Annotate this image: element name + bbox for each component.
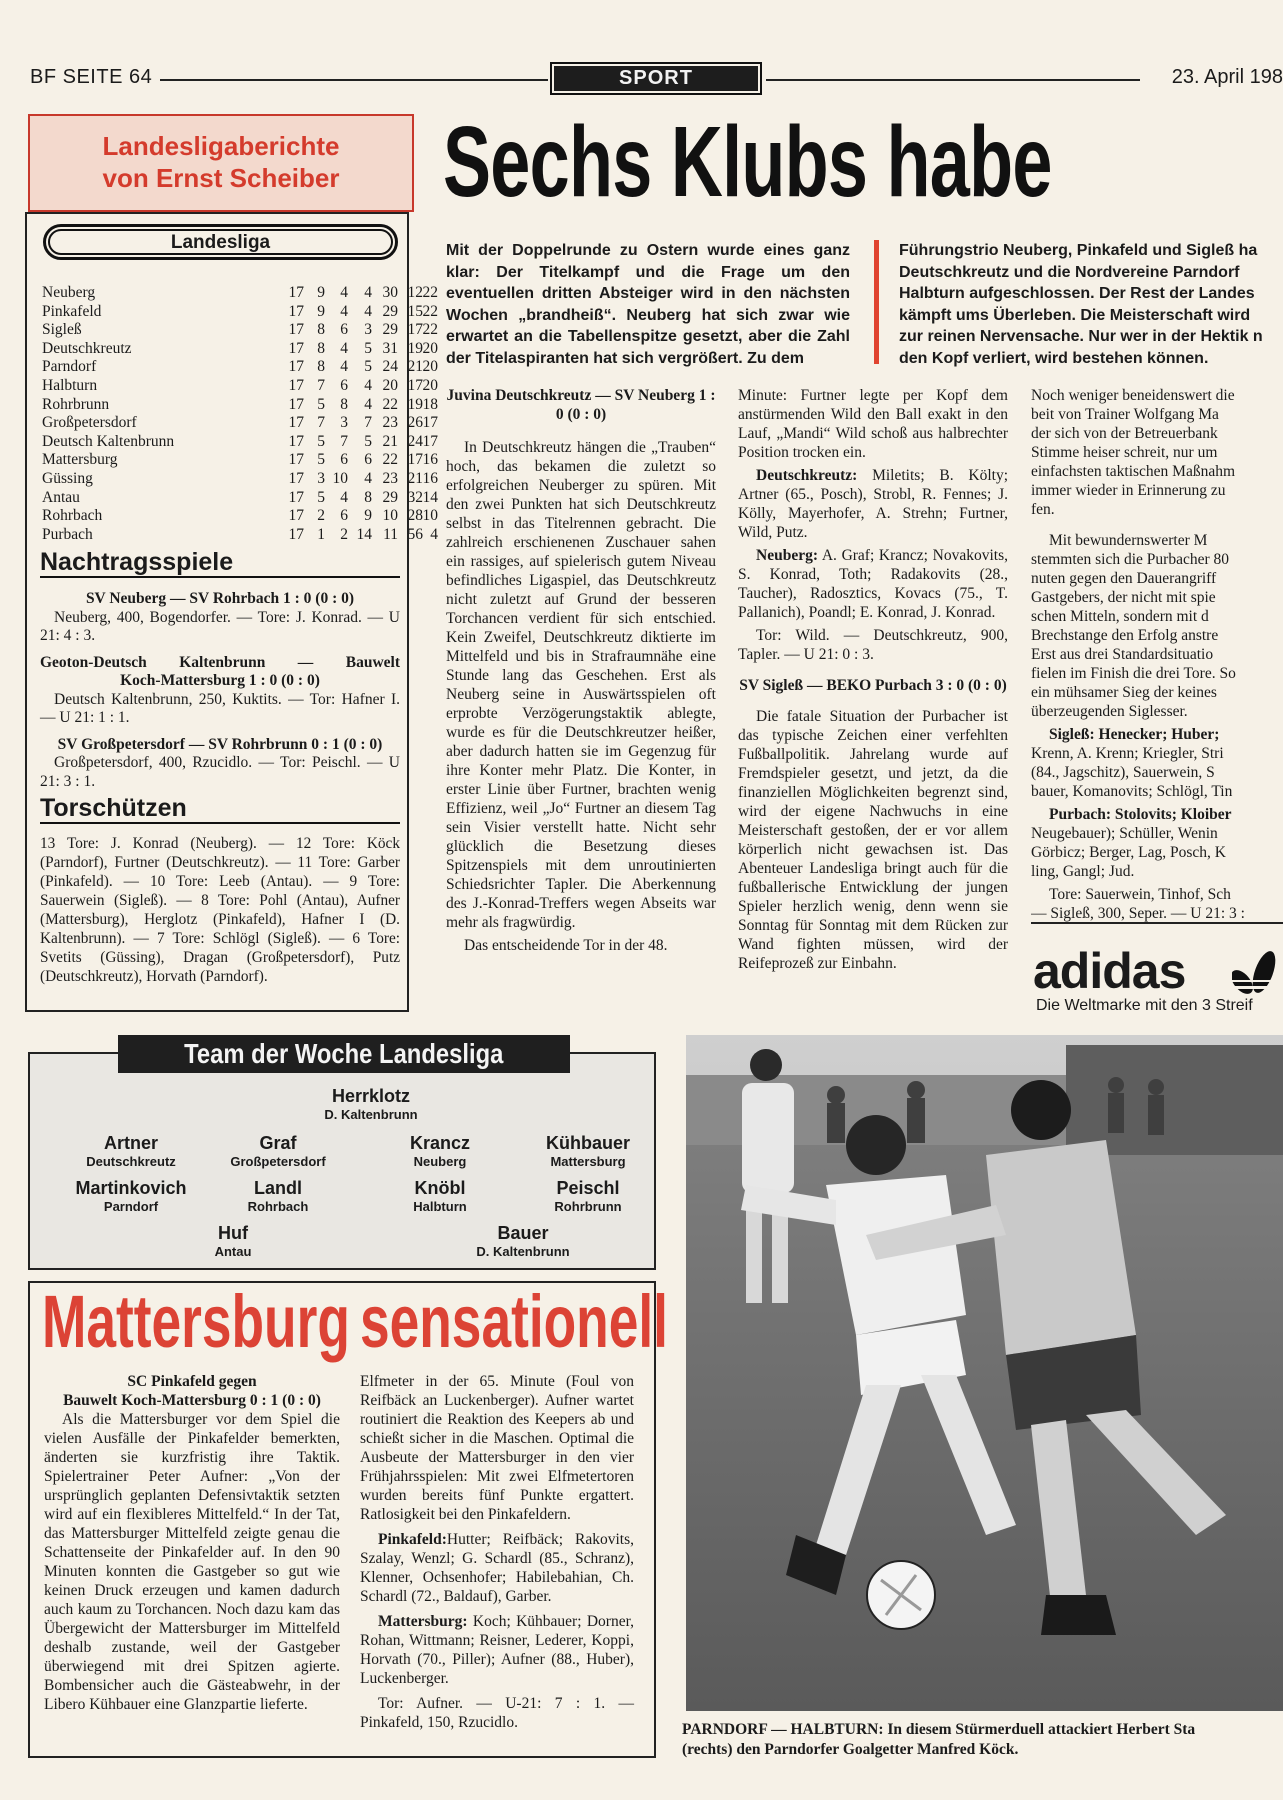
- standings-row: [42, 507, 438, 526]
- standings-cell: 4: [430, 525, 438, 543]
- text-line: Erst aus drei Standardsituatio: [1031, 646, 1214, 663]
- standings-cell: 17: [288, 358, 304, 376]
- section-label: [550, 62, 762, 95]
- text-line: überzeugenden Siglesser.: [1031, 703, 1188, 720]
- team-name: Großpetersdorf: [42, 414, 137, 432]
- text-line: Purbach: Stolovits; Kloiber: [1049, 806, 1232, 823]
- standings-cell: 16: [422, 451, 438, 469]
- standings-cell: 17: [288, 432, 304, 450]
- text-line: fen.: [1031, 501, 1055, 518]
- standings-row: [42, 302, 438, 322]
- standings-cell: 4: [364, 395, 372, 413]
- text-line: Gastgebers, der nicht mit spie: [1031, 589, 1216, 606]
- match-photo: [686, 1035, 1283, 1711]
- team-name: Rohrbrunn: [42, 395, 110, 413]
- team-of-week-player: [355, 1133, 525, 1170]
- standings-cell: 7: [317, 414, 325, 432]
- standings-cell: 3: [340, 414, 348, 432]
- nachtrag-match3-text: Großpetersdorf, 400, Rzucidlo. — Tor: Peischl. — U 21: 3 : 1.: [40, 754, 400, 790]
- lead-right-line: Führungstrio Neuberg, Pinkafeld und Sigleß ha: [899, 242, 1258, 259]
- text-line: Noch weniger beneidenswert die: [1031, 387, 1235, 404]
- team-of-week-player: [193, 1178, 363, 1215]
- article-paragraph: Die fatale Situation der Purbacher ist das typische Zeichen einer verfehlten Fußballpolitik. Jahrelang wurde auf Fremdspieler gesetzt, und jetzt, da die finanziellen Möglichkeiten begrenzt sind, wird der eigene Nachwuchs in eine Meisterschaft gestoßen, der er vor allem körperlich nicht gewachsen ist. Das Abenteuer Landesliga bringt auch für die fußballerische Entwicklung der jungen Spieler herzlich wenig, denn wenn sie Sonntag für Sonntag mit dem Rücken zur Wand fighten müssen, wird der Reifeprozeß zur Einbahn.: [738, 708, 1008, 972]
- trefoil-icon: [1232, 948, 1283, 994]
- standings-cell: 17: [407, 321, 423, 339]
- lineup-neuberg: [738, 546, 1008, 622]
- mattersburg-headline-1: Mattersburg: [42, 1280, 350, 1363]
- standings-cell: 8: [317, 321, 325, 339]
- scorers-title: Torschützen: [40, 794, 400, 824]
- reports-byline-line2: von Ernst Scheiber: [102, 163, 340, 193]
- text-line: Krenn, A. Krenn; Kriegler, Stri: [1031, 745, 1224, 762]
- lead-right-line: kämpft ums Überleben. Die Meisterschaft wird: [899, 306, 1251, 324]
- standings-cell: 9: [364, 507, 372, 525]
- team-name: Sigleß: [42, 321, 82, 339]
- lineup-text: Koch; Kühbauer; Dorner, Rohan, Wittmann; Reisner, Lederer, Koppi, Horvath (70., Piller); Aufner (88., Huber), Luckenberger.: [360, 1613, 635, 1687]
- standings-row: [42, 358, 438, 377]
- standings-cell: 11: [383, 525, 398, 543]
- standings-cell: 7: [340, 432, 348, 450]
- lineup-text: Miletits; B. Költy; Artner (65., Posch), Strobl, R. Fennes; J. Kölly, Mayerhofer, A. Strehn; Furtner, Wild, Putz.: [738, 467, 1009, 541]
- standings-row: [42, 339, 438, 359]
- text-line: Mit bewundernswerter M: [1049, 532, 1208, 549]
- player-team: Halbturn: [413, 1199, 467, 1214]
- lineup-label: Pinkafeld:: [378, 1531, 447, 1548]
- standings-row: [42, 470, 438, 489]
- standings-cell: 19: [407, 395, 423, 413]
- match-result-line: Tor: Aufner. — U-21: 7 : 1. — Pinkafeld, 150, Rzucidlo.: [360, 1695, 634, 1731]
- standings-cell: 14: [356, 525, 372, 543]
- article-column-3: [1031, 386, 1283, 923]
- header-rule-right: [766, 79, 1140, 81]
- player-name: Kühbauer: [545, 1133, 630, 1153]
- lineup-label: Neuberg:: [756, 547, 818, 564]
- nachtrag-match2-head-b: Koch-Mattersburg 1 : 0 (0 : 0): [120, 672, 320, 689]
- team-of-week-player: [355, 1178, 525, 1215]
- section-label-text: SPORT: [554, 66, 758, 91]
- standings-cell: 2: [340, 525, 348, 543]
- page-number: BF SEITE 64: [30, 66, 153, 88]
- nachtrag-match1-head: SV Neuberg — SV Rohrbach 1 : 0 (0 : 0): [85, 590, 355, 607]
- reports-byline-box: [28, 114, 414, 212]
- text-line: fielen im Finish die drei Tore. So: [1031, 665, 1236, 682]
- standings-cell: 14: [422, 488, 438, 506]
- lineup-label: Mattersburg:: [378, 1613, 468, 1630]
- team-of-week-player: [193, 1133, 363, 1170]
- standings-cell: 16: [422, 470, 438, 487]
- standings-cell: 8: [317, 358, 325, 376]
- standings-cell: 5: [317, 488, 325, 506]
- player-team: D. Kaltenbrunn: [476, 1244, 570, 1259]
- standings-cell: 17: [288, 339, 304, 357]
- scorers-section: [40, 794, 400, 986]
- player-team: Deutschkreutz: [86, 1154, 176, 1169]
- issue-date: 23. April 198: [1171, 66, 1283, 88]
- nachtrag-match2-text: Deutsch Kaltenbrunn, 250, Kuktits. — Tor: Hafner I. — U 21: 1 : 1.: [40, 690, 400, 726]
- text-line: schen Mitteln, sondern mit d: [1031, 608, 1209, 625]
- text-line: stemmten sich die Purbacher 80: [1031, 551, 1230, 568]
- standings-cell: 6: [340, 451, 348, 469]
- player-name: Graf: [259, 1133, 297, 1153]
- lineup-mattersburg: [360, 1612, 634, 1688]
- text-line: Sigleß: Henecker; Huber;: [1049, 726, 1220, 743]
- standings-cell: 18: [422, 395, 438, 413]
- standings-cell: 24: [382, 358, 398, 376]
- adidas-logo-text: adidas: [1033, 943, 1186, 999]
- standings-cell: 4: [364, 284, 372, 301]
- team-name: Purbach: [42, 525, 93, 543]
- standings-cell: 15: [407, 302, 423, 320]
- team-name: Deutschkreutz: [42, 339, 132, 357]
- article-column-1: [446, 386, 716, 955]
- player-name: Peischl: [556, 1178, 620, 1198]
- text-line: ein mühsamer Sieg der keines: [1031, 684, 1217, 701]
- standings-cell: 32: [407, 488, 423, 506]
- team-name: Deutsch Kaltenbrunn: [42, 432, 175, 450]
- standings-cell: 2: [317, 507, 325, 525]
- standings-cell: 29: [382, 302, 398, 320]
- standings-cell: 23: [382, 470, 398, 487]
- article-paragraph: In Deutschkreutz hängen die „Trauben“ hoch, das bekamen die zuletzt so erfolgreichen Neuberger zu spüren. Mit den zwei Punkten hat sich Deutschkreutz selbst in das Titelrennen gebracht. Die zahlreich erschienenen Zuschauer sahen ein rassiges, auf spielerisch gutem Niveau befindliches Ligaspiel, das Deutschkreutz nicht zuletzt auf Grund der besseren Torchancen verdient für sich entschied. Kein Zweifel, Deutschkreutz diktierte im Mittelfeld und bis in Strafraumnähe eine Stunde lang das Geschehen. Erst als Neuberg seine in Auswärtsspielen oft erprobte Verzögerungstaktik ablegte, wurde es für die Deutschkreutzer heißer, aber dadurch hatten sie im Gegenzug für ihre Konter mehr Platz. Die Konter, in erster Linie über Furtner, brachten wenig Effizienz, weil „Jo“ Furtner an diesem Tag sein Visier verstellt hatte. Nicht sehr glücklich die Besetzung dieses Spitzenspiels mit dem unroutinierten Schiedsrichter Tapler. Die Aberkennung des J.-Konrad-Treffers wegen Abseits war mehr als fragwürdig.: [446, 439, 716, 931]
- league-title: Landesliga: [48, 229, 393, 255]
- team-of-week-player: [286, 1086, 456, 1123]
- standings-cell: 5: [364, 358, 372, 376]
- standings-cell: 7: [364, 414, 372, 432]
- standings-cell: 4: [364, 470, 372, 487]
- standings-cell: 3: [364, 321, 372, 339]
- player-team: Neuberg: [413, 1154, 467, 1169]
- standings-cell: 4: [364, 302, 372, 320]
- article-paragraph: Als die Mattersburger vor dem Spiel die vielen Ausfälle der Pinkafelder bemerkten, änderten sie kurzfristig ihre Taktik. Spielertrainer Peter Aufner: „Von der ursprünglich geplanten Defensivtaktik setzten wird auf ein flexibleres Mittelfeld.“ In der Tat, das Mattersburger Mittelfeld zeigte genau die Schattenseite der Pinkafelder auf. In den 90 Minuten konnten die Gastgeber so gut wie keinen Druck erzeugen und kamen dadurch auch kaum zu Torchancen. Noch dazu kam das Übergewicht der Mattersburger im Mittelfeld deshalb zustande, weil der Gastgeber überwiegend mit drei Spitzen agierte. Bombensicher auch die Gästeabwehr, in der Libero Kühbauer eine Glanzpartie lieferte.: [44, 1411, 340, 1713]
- team-of-week-player: [46, 1178, 216, 1215]
- text-line: (84., Jagschitz), Sauerwein, S: [1031, 764, 1215, 781]
- team-of-week-player: [438, 1223, 608, 1260]
- player-team: Rohrbach: [247, 1199, 309, 1214]
- standings-cell: 28: [407, 507, 423, 525]
- mattersburg-column-2: [360, 1372, 634, 1732]
- text-line: Görbicz; Berger, Lag, Posch, K: [1031, 844, 1226, 861]
- standings-cell: 5: [364, 432, 372, 450]
- standings-cell: 8: [317, 339, 325, 357]
- standings-cell: 21: [407, 470, 423, 487]
- lineup-label: Deutschkreutz:: [756, 467, 858, 484]
- standings-cell: 30: [382, 284, 398, 301]
- player-team: Mattersburg: [550, 1154, 626, 1169]
- standings-cell: 26: [407, 414, 423, 432]
- standings-cell: 17: [407, 377, 423, 394]
- standings-cell: 17: [288, 284, 304, 301]
- match-result-line: Tor: Wild. — Deutschkreutz, 900, Tapler. — U 21: 0 : 3.: [738, 627, 1008, 663]
- player-name: Krancz: [409, 1133, 471, 1153]
- photo-caption-line: (rechts) den Parndorfer Goalgetter Manfred Köck.: [682, 1741, 1019, 1758]
- adidas-tagline: Die Weltmarke mit den 3 Streif: [1036, 997, 1253, 1014]
- text-line: Brechstange den Erfolg anstre: [1031, 627, 1219, 644]
- standings-cell: 8: [340, 395, 348, 413]
- mattersburg-subhead-2: Bauwelt Koch-Mattersburg 0 : 1 (0 : 0): [63, 1392, 321, 1409]
- player-team: D. Kaltenbrunn: [324, 1107, 418, 1122]
- standings-cell: 17: [288, 414, 304, 432]
- standings-row: [42, 525, 438, 545]
- text-line: bauer, Komanovits; Schlögl, Tin: [1031, 783, 1233, 800]
- standings-row: [42, 488, 438, 508]
- team-of-week-title-text: Team der Woche Landesliga: [184, 1038, 504, 1069]
- standings-cell: 9: [317, 284, 325, 301]
- mattersburg-headline-2: sensationell: [360, 1280, 668, 1363]
- text-line: beit von Trainer Wolfgang Ma: [1031, 406, 1219, 423]
- standings-cell: 4: [364, 377, 372, 394]
- main-headline: Sechs Klubs habe: [443, 106, 1052, 218]
- standings-cell: 8: [364, 488, 372, 506]
- standings-cell: 9: [317, 302, 325, 320]
- text-line: Tore: Sauerwein, Tinhof, Sch: [1049, 886, 1231, 903]
- team-name: Parndorf: [42, 358, 97, 376]
- text-line: der sich von der Betreuerbank: [1031, 425, 1218, 442]
- article-column-2: [738, 386, 1008, 973]
- player-team: Parndorf: [103, 1199, 159, 1214]
- standings-cell: 17: [422, 432, 438, 450]
- nachtrag-section: [40, 548, 400, 791]
- standings-cell: 23: [382, 414, 398, 432]
- standings-cell: 6: [364, 451, 372, 469]
- team-of-week-title: [118, 1035, 570, 1073]
- player-name: Artner: [103, 1133, 158, 1153]
- standings-cell: 17: [422, 414, 438, 432]
- lineup-text: A. Graf; Krancz; Novakovits, S. Konrad, Toth; Radakovits (28., Taucher), Radosztics, Kovacs (75., T. Pallanich), Poandl; E. Konrad, J. Konrad.: [738, 547, 1008, 621]
- team-name: Halbturn: [42, 377, 98, 394]
- standings-row: [42, 284, 438, 303]
- article-paragraph: Elfmeter in der 65. Minute (Foul von Reifbäck an Luckenberger). Aufner wartet routiniert die Reaktion des Keepers ab und schießt sicher in die Maschen. Optimal die Ausbeute der Mattersburger in den vier Frühjahrsspielen: Mit zwei Elfmetertoren wurden bereits fünf Punkte ergattert. Ratlosigkeit bei den Pinkafeldern.: [360, 1373, 634, 1523]
- standings-cell: 10: [422, 507, 438, 525]
- standings-cell: 3: [317, 470, 325, 487]
- standings-row: [42, 414, 438, 433]
- match-head-sigless: SV Sigleß — BEKO Purbach 3 : 0 (0 : 0): [739, 677, 1007, 694]
- text-line: Neugebauer); Schüller, Wenin: [1031, 825, 1218, 842]
- standings-row: [42, 377, 438, 396]
- mattersburg-column-1: [44, 1372, 340, 1714]
- standings-row: [42, 321, 438, 340]
- standings-cell: 7: [317, 377, 325, 394]
- nachtrag-match1-text: Neuberg, 400, Bogendorfer. — Tore: J. Konrad. — U 21: 4 : 3.: [40, 608, 400, 644]
- standings-cell: 17: [407, 451, 423, 469]
- team-of-week-player: [503, 1133, 673, 1170]
- team-name: Güssing: [42, 470, 93, 487]
- lead-right-line: Halbturn aufgeschlossen. Der Rest der Landes: [899, 285, 1255, 302]
- standings-cell: 17: [288, 302, 304, 320]
- standings-cell: 56: [407, 525, 423, 543]
- player-name: Herrklotz: [331, 1086, 411, 1106]
- standings-cell: 6: [340, 377, 348, 394]
- player-name: Huf: [218, 1223, 248, 1243]
- standings-cell: 17: [288, 507, 304, 525]
- standings-cell: 21: [407, 358, 423, 376]
- standings-cell: 17: [288, 525, 304, 543]
- standings-cell: 4: [340, 358, 348, 376]
- text-line: — Sigleß, 300, Seper. — U 21: 3 :: [1031, 905, 1245, 922]
- text-line: ling, Gangl; Jud.: [1031, 863, 1135, 880]
- standings-cell: 17: [288, 395, 304, 413]
- lead-right-line: Deutschkreutz und die Nordvereine Parndorf: [899, 263, 1240, 281]
- player-name: Landl: [254, 1178, 302, 1198]
- player-team: Antau: [214, 1244, 252, 1259]
- team-name: Neuberg: [42, 284, 96, 301]
- standings-cell: 5: [317, 395, 325, 413]
- team-name: Pinkafeld: [42, 302, 102, 320]
- standings-cell: 5: [317, 451, 325, 469]
- standings-cell: 17: [288, 451, 304, 469]
- standings-cell: 17: [288, 470, 304, 487]
- standings-cell: 5: [364, 339, 372, 357]
- standings-cell: 24: [407, 432, 423, 450]
- nachtrag-title: Nachtragsspiele: [40, 548, 400, 578]
- team-of-week-player: [148, 1223, 318, 1260]
- standings-cell: 6: [340, 507, 348, 525]
- lead-text-left: Mit der Doppelrunde zu Ostern wurde eines ganz klar: Der Titelkampf und die Frage um den eventuellen dritten Absteiger wird in den nächsten Wochen „brandheiß“. Neuberg hat sich zwar wie erwartet an die Tabellenspitze gesetzt, aber die Zahl der Titelaspiranten hat sich vergrößert. Zu dem: [446, 242, 850, 367]
- standings-cell: 22: [382, 451, 398, 469]
- nachtrag-match2-head-a: Geoton-Deutsch Kaltenbrunn — Bauwelt: [40, 653, 400, 671]
- league-title-pill: [43, 224, 398, 260]
- team-name: Mattersburg: [42, 451, 118, 469]
- lineup-deutschkreutz: [738, 466, 1008, 542]
- article-paragraph: Das entscheidende Tor in der 48.: [464, 937, 668, 954]
- standings-cell: 4: [340, 488, 348, 506]
- text-line: immer wieder in Erinnerung zu: [1031, 482, 1226, 499]
- standings-cell: 31: [382, 339, 398, 357]
- team-name: Rohrbach: [42, 507, 103, 525]
- player-name: Bauer: [497, 1223, 549, 1243]
- team-name: Antau: [42, 488, 80, 506]
- standings-row: [42, 395, 438, 415]
- standings-cell: 20: [382, 377, 398, 394]
- nachtrag-match3-head: SV Großpetersdorf — SV Rohrbrunn 0 : 1 (0 : 0): [57, 735, 383, 753]
- player-name: Knöbl: [414, 1178, 466, 1198]
- standings-cell: 4: [340, 302, 348, 320]
- team-of-week-player: [46, 1133, 216, 1170]
- standings-row: [42, 451, 438, 470]
- reports-byline-line1: Landesligaberichte: [102, 131, 340, 161]
- standings-cell: 22: [382, 395, 398, 413]
- standings-cell: 10: [332, 470, 348, 487]
- scorers-text: 13 Tore: J. Konrad (Neuberg). — 12 Tore: Köck (Parndorf), Furtner (Deutschkreutz). — 11 Tore: Garber (Pinkafeld). — 10 Tore: Leeb (Antau). — 9 Tore: Sauerwein (Sigleß). — 8 Tore: Pohl (Antau), Aufner (Mattersburg), Herglotz (Pinkafeld), Hafner I (D. Kaltenbrunn). — 7 Tore: Schlögl (Sigleß). — 6 Tore: Svetits (Güssing), Dragan (Großpetersdorf), Putz (Deutschkreutz), Horvath (Parndorf).: [40, 835, 400, 985]
- standings-cell: 20: [422, 339, 438, 357]
- text-line: nuten gegen den Dauerangriff: [1031, 570, 1217, 587]
- lineup-text: Hutter; Reifbäck; Rakovits, Szalay, Wenzl; G. Schardl (85., Schranz), Klenner, Ochsenhofer; Habilebahian, Ch. Schardl (72., Baldauf), Garber.: [360, 1531, 634, 1605]
- standings-cell: 22: [422, 302, 438, 320]
- text-line: Stimme heiser schreit, nur um: [1031, 444, 1218, 461]
- lead-right-line: den Kopf verliert, wird bestehen können.: [899, 349, 1209, 367]
- mattersburg-subhead-1: SC Pinkafeld gegen: [127, 1373, 257, 1390]
- player-team: Großpetersdorf: [230, 1154, 326, 1169]
- text-line: einfachsten taktischen Maßnahm: [1031, 463, 1236, 480]
- standings-row: [42, 432, 438, 452]
- standings-cell: 29: [382, 321, 398, 339]
- standings-cell: 1: [317, 525, 325, 543]
- header-rule-left: [160, 79, 548, 81]
- standings-cell: 19: [407, 339, 423, 357]
- article-paragraph: Minute: Furtner legte per Kopf dem anstürmenden Wild den Ball exakt in den Lauf, „Mandi“ Wild schoß aus halbrechter Position trocken ein.: [738, 387, 1008, 461]
- match-photo-illustration: [686, 1035, 1283, 1711]
- column-divider: [1031, 922, 1283, 924]
- standings-cell: 29: [382, 488, 398, 506]
- standings-cell: 17: [288, 488, 304, 506]
- standings-cell: 20: [422, 377, 438, 394]
- player-team: Rohrbrunn: [554, 1199, 622, 1214]
- player-name: Martinkovich: [75, 1178, 187, 1198]
- standings-cell: 22: [422, 321, 438, 339]
- lineup-pinkafeld: [360, 1530, 634, 1606]
- standings-cell: 21: [382, 432, 398, 450]
- match-head-deutschkreutz: Juvina Deutschkreutz — SV Neuberg 1 : 0 (0 : 0): [446, 387, 716, 423]
- standings-cell: 22: [422, 284, 438, 301]
- photo-caption-line: PARNDORF — HALBTURN: In diesem Stürmerduell attackiert Herbert Sta: [682, 1721, 1196, 1738]
- photo-caption: [682, 1720, 1283, 1760]
- standings-cell: 10: [382, 507, 398, 525]
- standings-cell: 17: [288, 377, 304, 394]
- standings-cell: 4: [340, 284, 348, 301]
- standings-cell: 17: [288, 321, 304, 339]
- lead-text-right: [899, 240, 1283, 369]
- lead-right-line: zur reinen Nervensache. Nur wer in der Hektik n: [899, 328, 1263, 345]
- lead-accent-bar: [874, 240, 879, 364]
- standings-cell: 6: [340, 321, 348, 339]
- standings-cell: 4: [340, 339, 348, 357]
- standings-cell: 12: [407, 284, 423, 301]
- standings-cell: 5: [317, 432, 325, 450]
- team-of-week-player: [503, 1178, 673, 1215]
- standings-cell: 20: [422, 358, 438, 376]
